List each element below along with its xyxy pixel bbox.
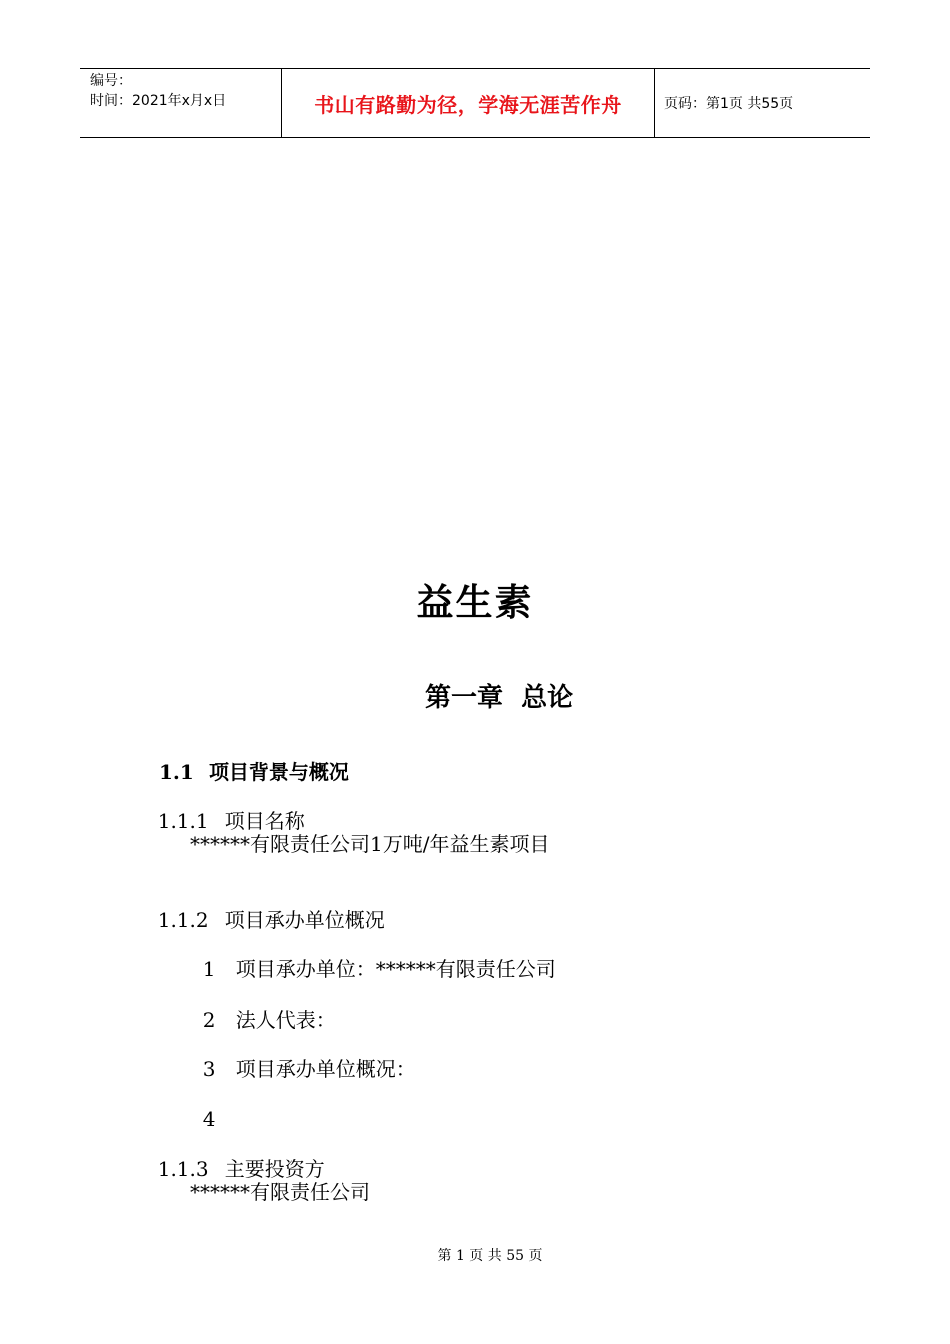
section-title: 项目承办单位概况 <box>224 908 385 932</box>
list-item-text: 项目承办单位：******有限责任公司 <box>235 957 556 981</box>
list-item <box>190 1080 236 1132</box>
list-item-number: 2 <box>202 1008 216 1032</box>
list-item-text: 法人代表： <box>235 1008 336 1032</box>
list-item <box>190 981 336 1033</box>
section-1-1-1-heading <box>145 782 305 834</box>
chapter-title: 第一章 总论 <box>425 683 574 713</box>
motto-text: 书山有路勤为径，学海无涯苦作舟 <box>314 92 622 117</box>
section-number: 1.1.3 <box>157 1157 209 1181</box>
section-title: 主要投资方 <box>224 1157 325 1181</box>
time-label: 时间：2021年x月x日 <box>90 93 227 109</box>
list-item-number: 4 <box>202 1107 216 1131</box>
section-title: 项目背景与概况 <box>208 760 349 784</box>
list-item-number: 1 <box>202 957 216 981</box>
number-label: 编号： <box>90 73 132 89</box>
document-title: 益生素 <box>416 581 534 624</box>
section-1-1-3-heading <box>145 1130 325 1182</box>
section-1-1-2-heading <box>145 881 385 933</box>
header-motto <box>281 69 655 137</box>
page-header <box>80 68 870 138</box>
header-page-info <box>655 69 870 137</box>
project-name-text: ******有限责任公司1万吨/年益生素项目 <box>190 832 550 856</box>
section-1-1-heading <box>145 733 349 785</box>
section-number: 1.1.1 <box>157 809 209 833</box>
list-item <box>190 930 556 982</box>
list-item-number: 3 <box>202 1057 216 1081</box>
list-item <box>190 1030 416 1082</box>
section-title: 项目名称 <box>224 809 305 833</box>
page-info-text: 页码：第1页 共55页 <box>664 96 794 112</box>
page-footer: 第 1 页 共 55 页 <box>437 1248 543 1264</box>
header-meta <box>80 69 281 137</box>
list-item-text: 项目承办单位概况： <box>235 1057 416 1081</box>
section-number: 1.1.2 <box>157 908 209 932</box>
investor-text: ******有限责任公司 <box>190 1180 370 1204</box>
section-number: 1.1 <box>158 760 194 784</box>
